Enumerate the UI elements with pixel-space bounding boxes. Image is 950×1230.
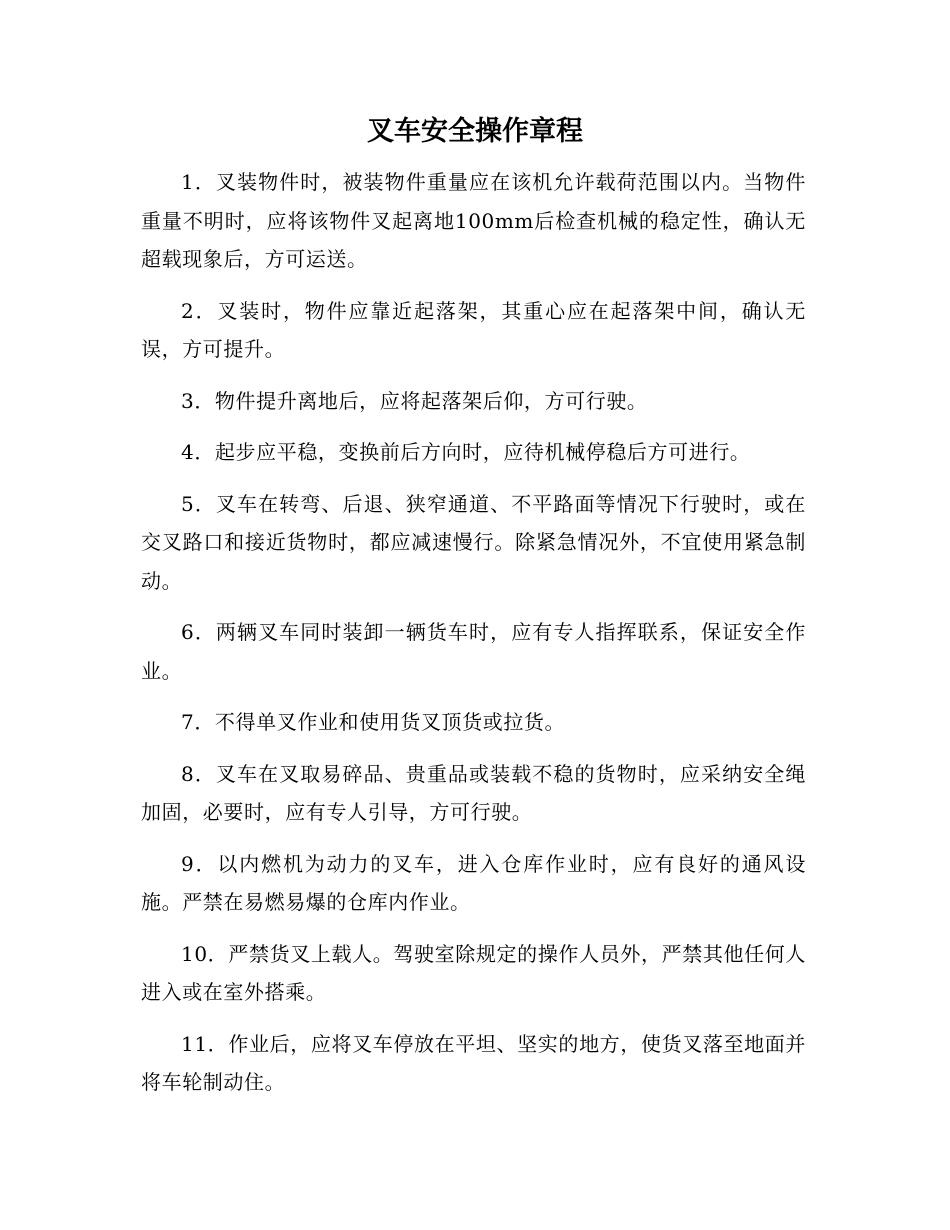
rule-paragraph-6: 6．两辆叉车同时装卸一辆货车时，应有专人指挥联系，保证安全作业。 bbox=[141, 620, 806, 683]
document-title: 叉车安全操作章程 bbox=[367, 116, 583, 147]
rule-paragraph-1: 1．叉装物件时，被装物件重量应在该机允许载荷范围以内。当物件重量不明时，应将该物件叉起离地100mm后检查机械的稳定性，确认无超载现象后，方可运送。 bbox=[141, 170, 806, 271]
rule-paragraph-5: 5．叉车在转弯、后退、狭窄通道、不平路面等情况下行驶时，或在交叉路口和接近货物时，都应减速慢行。除紧急情况外，不宜使用紧急制动。 bbox=[141, 491, 806, 593]
rule-paragraph-11: 11．作业后，应将叉车停放在平坦、坚实的地方，使货叉落至地面并将车轮制动住。 bbox=[141, 1031, 806, 1094]
rule-paragraph-3: 3．物件提升离地后，应将起落架后仰，方可行驶。 bbox=[181, 388, 648, 413]
document-body bbox=[141, 163, 806, 1115]
rule-paragraph-4: 4．起步应平稳，变换前后方向时，应待机械停稳后方可进行。 bbox=[181, 440, 751, 464]
rule-paragraph-8: 8．叉车在叉取易碎品、贵重品或装载不稳的货物时，应采纳安全绳加固，必要时，应有专人引导，方可行驶。 bbox=[141, 761, 806, 824]
rule-paragraph-7: 7．不得单叉作业和使用货叉顶货或拉货。 bbox=[181, 710, 566, 734]
rule-paragraph-2: 2．叉装时，物件应靠近起落架，其重心应在起落架中间，确认无误，方可提升。 bbox=[141, 298, 806, 361]
rule-paragraph-10: 10．严禁货叉上载人。驾驶室除规定的操作人员外，严禁其他任何人进入或在室外搭乘。 bbox=[141, 941, 806, 1004]
rule-paragraph-9: 9．以内燃机为动力的叉车，进入仓库作业时，应有良好的通风设施。严禁在易燃易爆的仓库内作业。 bbox=[141, 851, 806, 914]
